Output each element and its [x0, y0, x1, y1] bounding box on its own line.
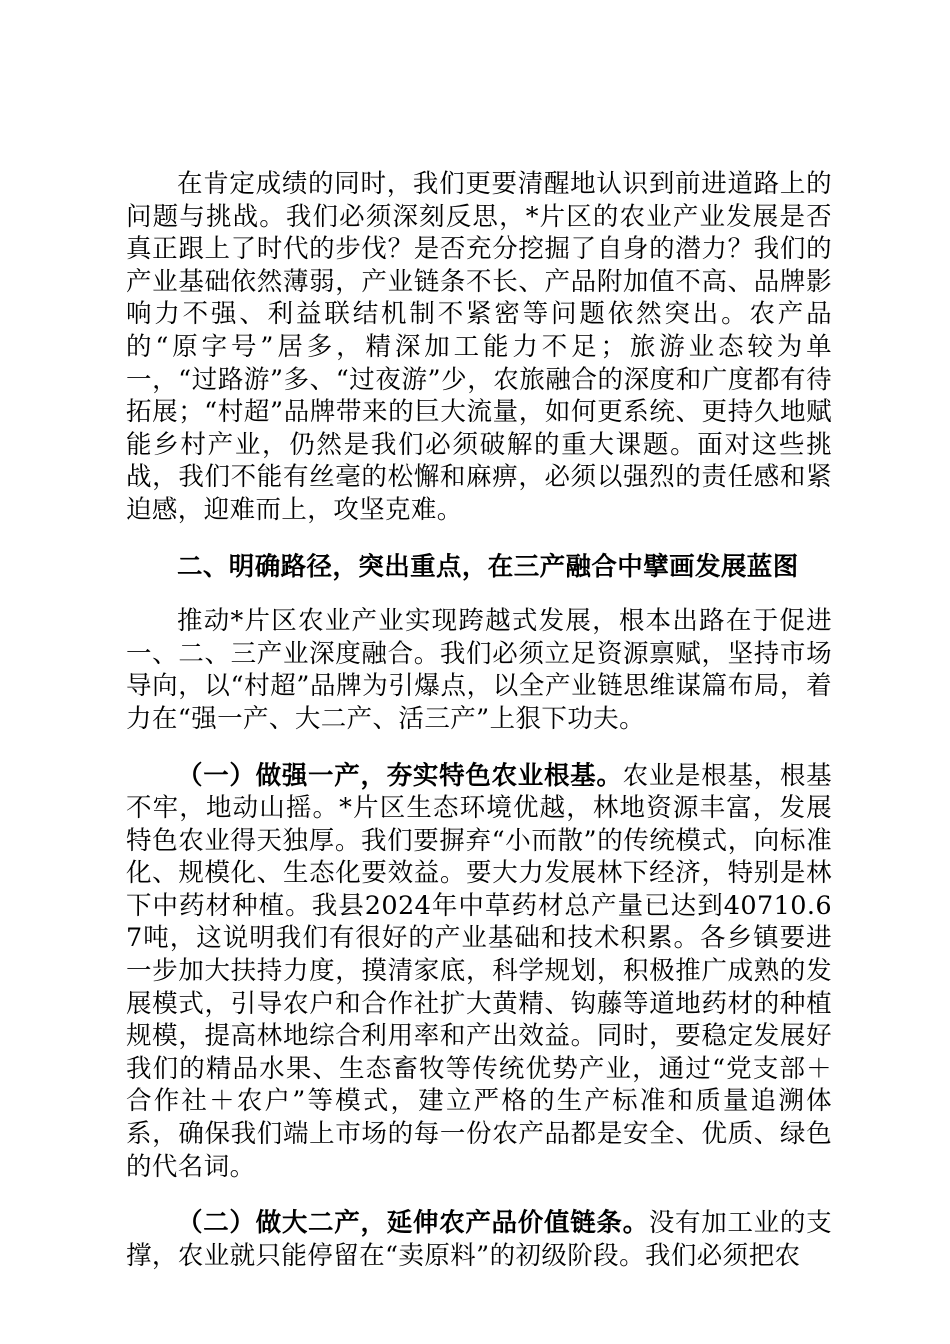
paragraph-challenges: 在肯定成绩的同时，我们更要清醒地认识到前进道路上的问题与挑战。我们必须深刻反思，*片区的农业产业发展是否真正跟上了时代的步伐？是否充分挖掘了自身的潜力？我们的产业基础依然薄弱，产业链条不长、产品附加值不高、品牌影响力不强、利益联结机制不紧密等问题依然突出。农产品的“原字号”居多，精深加工能力不足；旅游业态较为单一，“过路游”多、“过夜游”少，农旅融合的深度和广度都有待拓展；“村超”品牌带来的巨大流量，如何更系统、更持久地赋能乡村产业，仍然是我们必须破解的重大课题。面对这些挑战，我们不能有丝毫的松懈和麻痹，必须以强烈的责任感和紧迫感，迎难而上，攻坚克难。: [126, 169, 832, 525]
item-2-lead: （二）做大二产，延伸农产品价值链条。: [177, 1208, 649, 1239]
document-body: [126, 168, 832, 1272]
item-1-body: 农业是根基，根基不牢，地动山摇。*片区生态环境优越，林地资源丰富，发展特色农业得天独厚。我们要摒弃“小而散”的传统模式，向标准化、规模化、生态化要效益。要大力发展林下经济，特别是林下中药材种植。我县2024年中草药材总产量已达到40710.67吨，这说明我们有很好的产业基础和技术积累。各乡镇要进一步加大扶持力度，摸清家底，科学规划，积极推广成熟的发展模式，引导农户和合作社扩大黄精、钩藤等道地药材的种植规模，提高林地综合利用率和产出效益。同时，要稳定发展好我们的精品水果、生态畜牧等传统优势产业，通过“党支部＋合作社＋农户”等模式，建立严格的生产标准和质量追溯体系，确保我们端上市场的每一份农产品都是安全、优质、绿色的代名词。: [126, 760, 832, 1182]
paragraph-gap: [126, 1183, 832, 1207]
item-2-body: 没有加工业的支撑，农业就只能停留在“卖原料”的初级阶段。我们必须把农: [126, 1208, 832, 1271]
paragraph-item-1: [126, 760, 832, 1184]
paragraph-gap: [126, 736, 832, 760]
section-heading-2: 二、明确路径，突出重点，在三产融合中擘画发展蓝图: [177, 551, 799, 582]
paragraph-integration-path: 推动*片区农业产业实现跨越式发展，根本出路在于促进一、二、三产业深度融合。我们必须立足资源禀赋，坚持市场导向，以“村超”品牌为引爆点，以全产业链思维谋篇布局，着力在“强一产、大二产、活三产”上狠下功夫。: [126, 606, 832, 734]
item-1-lead: （一）做强一产，夯实特色农业根基。: [177, 760, 623, 791]
paragraph-item-2: [126, 1207, 832, 1272]
